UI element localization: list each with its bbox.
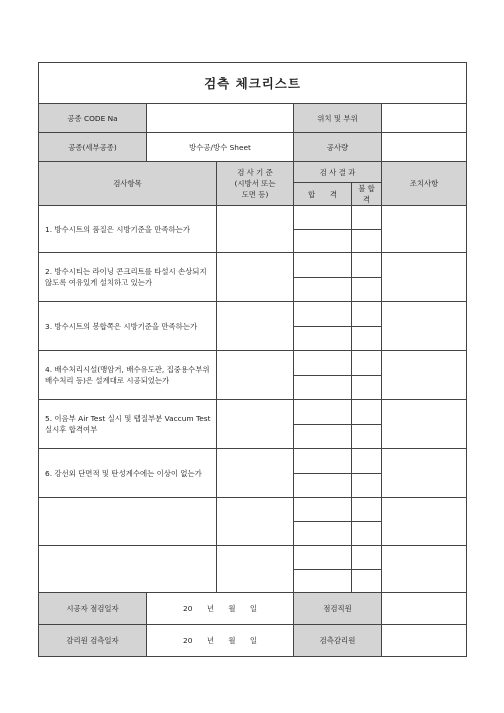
- fail-cell[interactable]: [352, 206, 382, 230]
- fail-cell[interactable]: [352, 546, 382, 570]
- fail-cell[interactable]: [352, 570, 382, 593]
- pass-cell[interactable]: [294, 351, 352, 376]
- column-action: 조치사항: [382, 162, 467, 206]
- fail-cell[interactable]: [352, 474, 382, 498]
- criteria-cell[interactable]: [217, 351, 294, 400]
- criteria-cell[interactable]: [217, 206, 294, 253]
- inspector-value[interactable]: [382, 593, 467, 625]
- pass-cell[interactable]: [294, 425, 352, 449]
- fail-cell[interactable]: [352, 498, 382, 522]
- inspector-label: 점검직원: [294, 593, 382, 625]
- work-type-value[interactable]: 방수공/방수 Sheet: [147, 133, 294, 162]
- contractor-date-field[interactable]: [147, 593, 294, 625]
- item-text: 5. 이음부 Air Test 실시 및 탭질부분 Vaccum Test 실시후 합격여부: [39, 400, 217, 449]
- fail-cell[interactable]: [352, 278, 382, 302]
- item-text: [39, 546, 217, 593]
- pass-cell[interactable]: [294, 206, 352, 230]
- action-cell[interactable]: [382, 449, 467, 498]
- pass-cell[interactable]: [294, 570, 352, 593]
- contractor-date-label: 시공자 점검일자: [39, 593, 147, 625]
- fail-cell[interactable]: [352, 522, 382, 546]
- criteria-cell[interactable]: [217, 400, 294, 449]
- date-month-unit: 월: [228, 604, 236, 613]
- pass-cell[interactable]: [294, 400, 352, 425]
- criteria-cell[interactable]: [217, 449, 294, 498]
- item-text: 2. 방수시티는 라이닝 콘크리트를 타설시 손상되지 않도록 여유있게 설치하고 있는가: [39, 253, 217, 302]
- quantity-label: 공사량: [294, 133, 382, 162]
- code-value[interactable]: [147, 104, 294, 133]
- criteria-cell[interactable]: [217, 253, 294, 302]
- date-day-unit: 일: [249, 636, 257, 645]
- location-label: 위치 및 부위: [294, 104, 382, 133]
- date-month-unit: 월: [228, 636, 236, 645]
- pass-cell[interactable]: [294, 253, 352, 278]
- action-cell[interactable]: [382, 400, 467, 449]
- fail-cell[interactable]: [352, 425, 382, 449]
- column-criteria: [217, 162, 294, 206]
- criteria-cell[interactable]: [217, 546, 294, 593]
- pass-cell[interactable]: [294, 546, 352, 570]
- supervisor-date-field[interactable]: [147, 625, 294, 657]
- item-text: 3. 방수시트의 봉합쪽은 시방기준을 만족하는가: [39, 302, 217, 351]
- code-label: 공종 CODE Na: [39, 104, 147, 133]
- fail-cell[interactable]: [352, 327, 382, 351]
- supervisor-label: 검측감리원: [294, 625, 382, 657]
- criteria-cell[interactable]: [217, 498, 294, 546]
- date-year-unit: 년: [206, 636, 214, 645]
- action-cell[interactable]: [382, 302, 467, 351]
- fail-cell[interactable]: [352, 400, 382, 425]
- date-day-unit: 일: [249, 604, 257, 613]
- fail-cell[interactable]: [352, 376, 382, 400]
- fail-cell[interactable]: [352, 253, 382, 278]
- work-type-label: 공종(세부공종): [39, 133, 147, 162]
- action-cell[interactable]: [382, 498, 467, 546]
- pass-cell[interactable]: [294, 474, 352, 498]
- item-text: 6. 강선외 단면적 및 탄성계수에는 이상이 없는가: [39, 449, 217, 498]
- fail-cell[interactable]: [352, 230, 382, 253]
- quantity-value[interactable]: [382, 133, 467, 162]
- date-year: 20: [183, 604, 193, 613]
- pass-cell[interactable]: [294, 376, 352, 400]
- page-title: 검측 체크리스트: [39, 63, 467, 104]
- supervisor-date-label: 감리원 검측일자: [39, 625, 147, 657]
- date-year-unit: 년: [206, 604, 214, 613]
- fail-cell[interactable]: [352, 449, 382, 474]
- date-year: 20: [183, 636, 193, 645]
- action-cell[interactable]: [382, 351, 467, 400]
- supervisor-value[interactable]: [382, 625, 467, 657]
- fail-cell[interactable]: [352, 302, 382, 327]
- action-cell[interactable]: [382, 253, 467, 302]
- column-criteria-line3: 도면 등): [241, 190, 269, 199]
- pass-cell[interactable]: [294, 327, 352, 351]
- item-text: [39, 498, 217, 546]
- criteria-cell[interactable]: [217, 302, 294, 351]
- action-cell[interactable]: [382, 206, 467, 253]
- item-text: 4. 배수처리시설(맹암거, 배수유도관, 집중용수부위배수처리 등)은 설계대로 시공되었는가: [39, 351, 217, 400]
- pass-cell[interactable]: [294, 522, 352, 546]
- pass-cell[interactable]: [294, 278, 352, 302]
- column-criteria-line1: 검 사 기 준: [237, 168, 273, 177]
- checklist-table: [38, 62, 467, 657]
- column-pass: 합 격: [294, 183, 352, 206]
- pass-cell[interactable]: [294, 302, 352, 327]
- pass-cell[interactable]: [294, 449, 352, 474]
- pass-cell[interactable]: [294, 230, 352, 253]
- column-criteria-line2: (시방서 또는: [234, 179, 276, 188]
- column-fail: 불 합 격: [352, 183, 382, 206]
- pass-cell[interactable]: [294, 498, 352, 522]
- item-text: 1. 방수시트의 품질은 시방기준을 만족하는가: [39, 206, 217, 253]
- column-item: 검사항목: [39, 162, 217, 206]
- location-value[interactable]: [382, 104, 467, 133]
- action-cell[interactable]: [382, 546, 467, 593]
- fail-cell[interactable]: [352, 351, 382, 376]
- column-result: 검 사 결 과: [294, 162, 382, 183]
